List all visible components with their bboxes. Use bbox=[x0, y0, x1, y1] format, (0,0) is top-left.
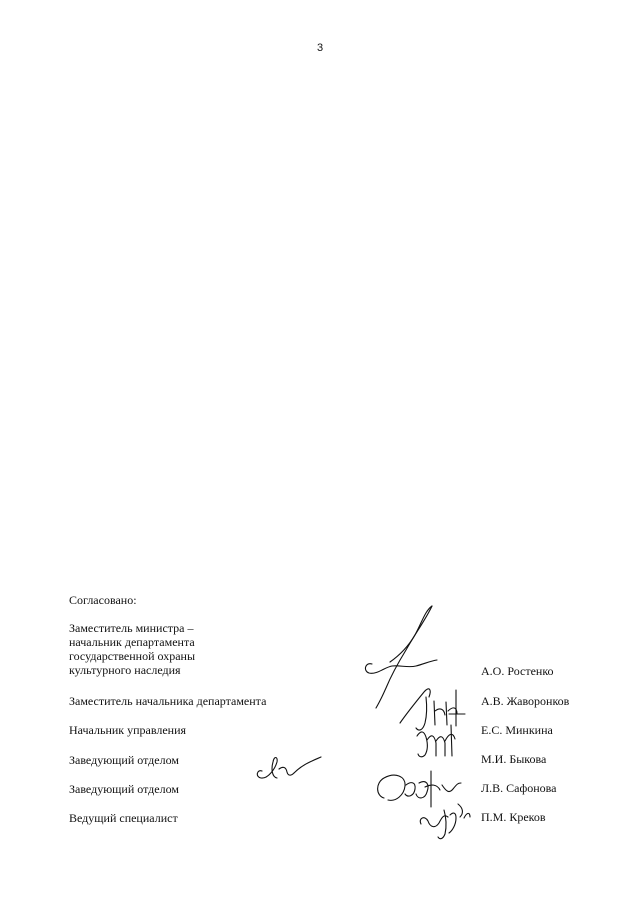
signature-krekov-handwritten bbox=[417, 800, 472, 844]
signatory-6-position: Ведущий специалист bbox=[69, 811, 178, 825]
signatory-2-position: Заместитель начальника департамента bbox=[69, 694, 267, 708]
signatory-5-name: Л.В. Сафонова bbox=[481, 781, 557, 795]
signatory-6-name: П.М. Креков bbox=[481, 810, 546, 824]
signatory-4-position: Заведующий отделом bbox=[69, 753, 179, 767]
signatory-5-position: Заведующий отделом bbox=[69, 782, 179, 796]
signatory-3-name: Е.С. Минкина bbox=[481, 723, 553, 737]
signature-minkina-handwritten bbox=[414, 719, 458, 759]
signatory-1-position: Заместитель министра – начальник департамента государственной охраны культурного наследия bbox=[69, 621, 196, 677]
page-number: 3 bbox=[316, 42, 324, 54]
approval-heading: Согласовано: bbox=[69, 593, 137, 607]
signatory-3-position: Начальник управления bbox=[69, 723, 187, 737]
signature-bykova-handwritten bbox=[253, 752, 323, 784]
signatory-2-name: А.В. Жаворонков bbox=[481, 694, 570, 708]
signatory-1-name: А.О. Ростенко bbox=[481, 664, 554, 678]
signatory-4-name: М.И. Быкова bbox=[481, 752, 547, 766]
